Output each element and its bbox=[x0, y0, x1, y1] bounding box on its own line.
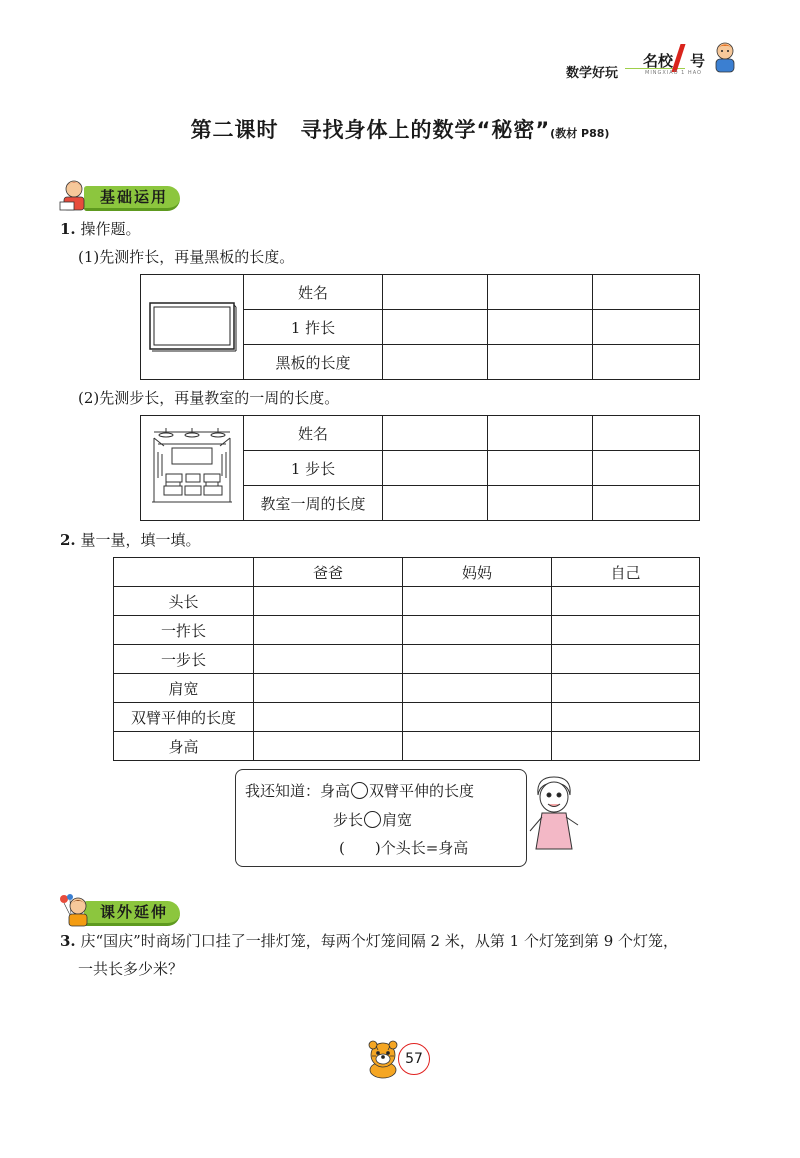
answer-cell[interactable] bbox=[552, 587, 700, 616]
table-row-label: 1 拃长 bbox=[244, 310, 383, 345]
table-corner-cell bbox=[114, 558, 254, 587]
q1-part2-text: (2)先测步长，再量教室的一周的长度。 bbox=[78, 389, 340, 407]
q1-part1-table bbox=[140, 274, 700, 380]
mascot-boy-icon bbox=[710, 40, 740, 74]
q1-part2-table bbox=[140, 415, 700, 521]
classroom-icon bbox=[144, 422, 240, 510]
answer-cell[interactable] bbox=[383, 416, 488, 451]
column-header-dad: 爸爸 bbox=[254, 558, 403, 587]
tip-line1-prefix: 我还知道：身高 bbox=[245, 782, 351, 800]
header-brand-part1: 名校 bbox=[643, 52, 674, 70]
answer-cell[interactable] bbox=[593, 416, 700, 451]
answer-cell[interactable] bbox=[593, 345, 700, 380]
compare-circle-input[interactable] bbox=[351, 782, 368, 799]
answer-cell[interactable] bbox=[552, 645, 700, 674]
answer-cell[interactable] bbox=[488, 486, 593, 521]
header-brand-part2: 号 bbox=[690, 52, 706, 70]
classroom-cell bbox=[141, 416, 244, 521]
q1-number: 1. bbox=[60, 220, 76, 238]
answer-cell[interactable] bbox=[383, 345, 488, 380]
answer-cell[interactable] bbox=[403, 732, 552, 761]
answer-cell[interactable] bbox=[254, 587, 403, 616]
q1-heading bbox=[60, 218, 140, 239]
tip-blank-input[interactable]: ( ) bbox=[339, 839, 381, 857]
table-row-label: 1 步长 bbox=[244, 451, 383, 486]
q2-text: 量一量，填一填。 bbox=[80, 531, 201, 549]
q2-heading bbox=[60, 529, 200, 550]
answer-cell[interactable] bbox=[403, 703, 552, 732]
blackboard-icon bbox=[146, 297, 238, 353]
knowledge-tip-box bbox=[235, 769, 527, 867]
answer-cell[interactable] bbox=[488, 275, 593, 310]
answer-cell[interactable] bbox=[383, 310, 488, 345]
girl-balloon-icon bbox=[58, 893, 94, 927]
answer-cell[interactable] bbox=[552, 703, 700, 732]
answer-cell[interactable] bbox=[593, 451, 700, 486]
answer-cell[interactable] bbox=[254, 703, 403, 732]
section-banner-extend bbox=[58, 893, 198, 927]
q3-text-line1: 庆“国庆”时商场门口挂了一排灯笼，每两个灯笼间隔 2 米，从第 1 个灯笼到第 9 个灯笼， bbox=[80, 932, 679, 950]
header-brand-pinyin: MINGXIAO 1 HAO bbox=[645, 70, 702, 76]
table-row-label: 一步长 bbox=[114, 645, 254, 674]
answer-cell[interactable] bbox=[593, 310, 700, 345]
answer-cell[interactable] bbox=[383, 275, 488, 310]
q2-number: 2. bbox=[60, 531, 76, 549]
tip-line1-suffix: 双臂平伸的长度 bbox=[369, 782, 475, 800]
title-note: (教材 P88) bbox=[550, 127, 610, 140]
tip-line-1 bbox=[245, 780, 474, 801]
answer-cell[interactable] bbox=[254, 732, 403, 761]
answer-cell[interactable] bbox=[593, 486, 700, 521]
q2-measure-table bbox=[113, 557, 700, 761]
girl-pointing-icon bbox=[528, 773, 580, 853]
answer-cell[interactable] bbox=[403, 587, 552, 616]
section-label: 课外延伸 bbox=[84, 901, 180, 926]
table-row-label: 头长 bbox=[114, 587, 254, 616]
column-header-self: 自己 bbox=[552, 558, 700, 587]
table-row-label: 双臂平伸的长度 bbox=[114, 703, 254, 732]
section-label: 基础运用 bbox=[84, 186, 180, 211]
answer-cell[interactable] bbox=[383, 486, 488, 521]
answer-cell[interactable] bbox=[383, 451, 488, 486]
table-row-label: 黑板的长度 bbox=[244, 345, 383, 380]
page-title bbox=[0, 114, 800, 144]
answer-cell[interactable] bbox=[488, 310, 593, 345]
title-main: 第二课时 寻找身体上的数学“秘密” bbox=[190, 118, 551, 142]
table-row-label: 一拃长 bbox=[114, 616, 254, 645]
answer-cell[interactable] bbox=[403, 616, 552, 645]
answer-cell[interactable] bbox=[403, 674, 552, 703]
tip-line-3 bbox=[339, 837, 468, 858]
q1-text: 操作题。 bbox=[80, 220, 141, 238]
column-header-mom: 妈妈 bbox=[403, 558, 552, 587]
blackboard-cell bbox=[141, 275, 244, 380]
answer-cell[interactable] bbox=[488, 451, 593, 486]
answer-cell[interactable] bbox=[254, 616, 403, 645]
answer-cell[interactable] bbox=[552, 732, 700, 761]
table-row-label: 姓名 bbox=[244, 275, 383, 310]
answer-cell[interactable] bbox=[552, 616, 700, 645]
table-row-label: 肩宽 bbox=[114, 674, 254, 703]
answer-cell[interactable] bbox=[488, 416, 593, 451]
tiger-mascot-icon bbox=[364, 1040, 402, 1080]
page-number: 57 bbox=[398, 1043, 430, 1075]
header-slogan: 数学好玩 bbox=[566, 66, 619, 81]
answer-cell[interactable] bbox=[593, 275, 700, 310]
tip-line2-prefix: 步长 bbox=[333, 811, 364, 829]
table-row-label: 教室一周的长度 bbox=[244, 486, 383, 521]
answer-cell[interactable] bbox=[254, 645, 403, 674]
compare-circle-input[interactable] bbox=[364, 811, 381, 828]
q3-line-1 bbox=[60, 930, 678, 951]
q3-number: 3. bbox=[60, 932, 76, 950]
tip-line3-text: 个头长=身高 bbox=[380, 839, 469, 857]
table-row-label: 姓名 bbox=[244, 416, 383, 451]
table-row-label: 身高 bbox=[114, 732, 254, 761]
boy-reading-icon bbox=[58, 178, 92, 212]
tip-line-2 bbox=[333, 809, 412, 830]
q3-text-line2: 一共长多少米？ bbox=[78, 960, 184, 978]
section-banner-basic bbox=[58, 178, 198, 212]
answer-cell[interactable] bbox=[552, 674, 700, 703]
answer-cell[interactable] bbox=[488, 345, 593, 380]
q1-part1-text: (1)先测拃长，再量黑板的长度。 bbox=[78, 248, 295, 266]
answer-cell[interactable] bbox=[403, 645, 552, 674]
answer-cell[interactable] bbox=[254, 674, 403, 703]
tip-line2-suffix: 肩宽 bbox=[382, 811, 413, 829]
